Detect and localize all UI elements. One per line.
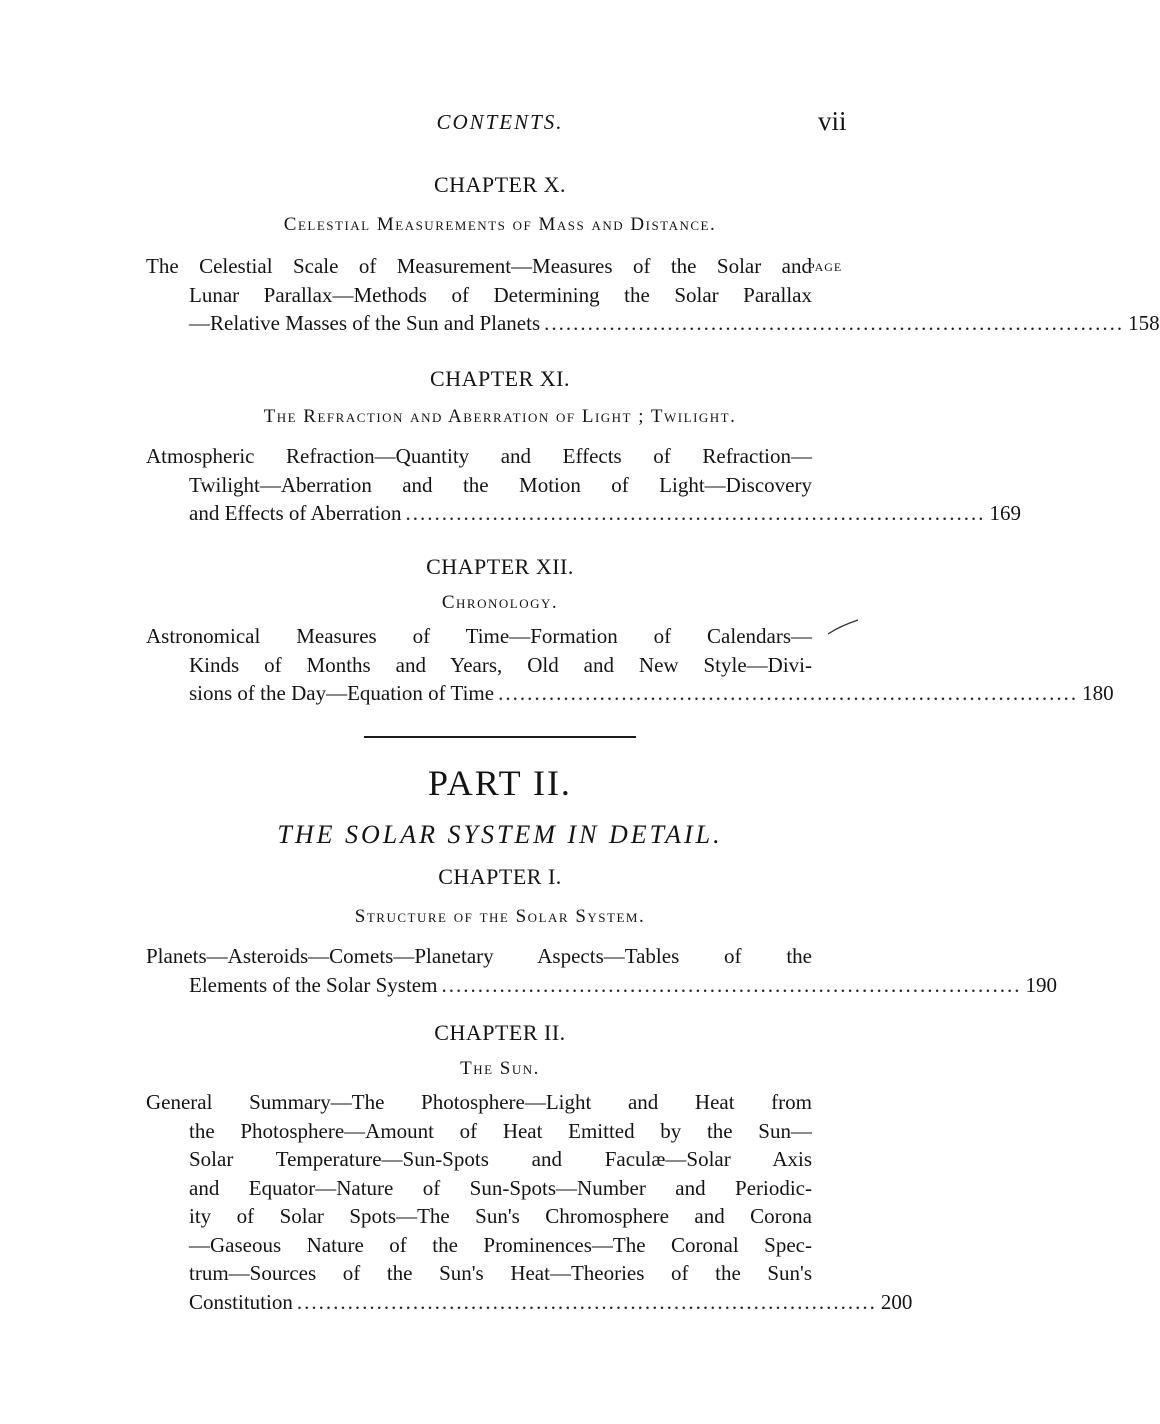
entry-line: the Photosphere—Amount of Heat Emitted by the Sun— xyxy=(189,1118,812,1143)
entry-line: Twilight—Aberration and the Motion of Light—Discovery xyxy=(189,472,812,497)
chapter-subject: The Refraction and Aberration of Light ; Twilight. xyxy=(263,406,737,427)
entry-line: trum—Sources of the Sun's Heat—Theories of the Sun's xyxy=(189,1261,812,1285)
dot-leader: ................................................................................ xyxy=(544,311,1125,335)
entry-page: 190 xyxy=(1025,972,1057,997)
chapter-title: CHAPTER II. xyxy=(434,1020,566,1045)
part-title: PART II. xyxy=(428,763,572,803)
entry-page: 158 xyxy=(1128,311,1160,335)
dot-leader: ................................................................................ xyxy=(441,972,1022,997)
entry-line: and Equator—Nature of Sun-Spots—Number and Periodic- xyxy=(189,1175,812,1200)
chapter-title: CHAPTER XII. xyxy=(426,554,574,579)
entry-line: Astronomical Measures of Time—Formation of Calendars— xyxy=(146,624,812,648)
toc-entry xyxy=(146,942,1057,999)
chapter-subject: Celestial Measurements of Mass and Distance. xyxy=(283,214,717,235)
entry-line: Atmospheric Refraction—Quantity and Effects of Refraction— xyxy=(146,444,812,468)
page-column-label: PAGE xyxy=(808,260,843,274)
entry-line: Lunar Parallax—Methods of Determining the Solar Parallax xyxy=(189,282,812,307)
entry-line: ity of Solar Spots—The Sun's Chromosphere and Corona xyxy=(189,1204,812,1228)
chapter-subject: The Sun. xyxy=(460,1058,540,1079)
page-number: vii xyxy=(818,106,847,136)
dot-leader: ................................................................................ xyxy=(405,501,986,525)
section-divider xyxy=(364,736,636,738)
toc-entry xyxy=(146,252,1160,338)
chapter-title: CHAPTER X. xyxy=(433,172,567,197)
dot-leader: ................................................................................ xyxy=(498,681,1079,705)
chapter-subject: Chronology. xyxy=(441,592,559,613)
entry-line: General Summary—The Photosphere—Light and Heat from xyxy=(146,1090,812,1114)
entry-line: The Celestial Scale of Measurement—Measures of the Solar and xyxy=(146,254,812,278)
entry-line: —Relative Masses of the Sun and Planets xyxy=(189,311,541,335)
toc-entry xyxy=(146,622,1114,708)
part-subtitle: THE SOLAR SYSTEM IN DETAIL. xyxy=(277,820,723,849)
dot-leader: ................................................................................ xyxy=(296,1289,877,1314)
entry-last-line xyxy=(189,309,1160,338)
entry-last-line xyxy=(189,971,1057,1000)
entry-line: Solar Temperature—Sun-Spots and Faculæ—Solar Axis xyxy=(189,1147,812,1171)
entry-last-line xyxy=(189,1288,913,1317)
pencil-mark-icon xyxy=(826,618,860,638)
entry-line: Planets—Asteroids—Comets—Planetary Aspects—Tables of the xyxy=(146,944,812,968)
entry-page: 180 xyxy=(1082,681,1114,705)
toc-entry xyxy=(146,442,1021,528)
entry-last-line xyxy=(189,679,1114,708)
entry-line: Elements of the Solar System xyxy=(189,972,438,997)
toc-entry xyxy=(146,1088,913,1316)
chapter-title: CHAPTER I. xyxy=(438,864,562,889)
running-head xyxy=(0,106,1000,146)
entry-line: and Effects of Aberration xyxy=(189,501,402,525)
entry-page: 169 xyxy=(989,501,1021,525)
running-head-title: CONTENTS. xyxy=(436,110,564,134)
chapter-title: CHAPTER XI. xyxy=(430,366,570,391)
entry-line: Kinds of Months and Years, Old and New Style—Divi- xyxy=(189,652,812,677)
entry-page: 200 xyxy=(880,1289,913,1314)
entry-last-line xyxy=(189,499,1021,528)
chapter-subject: Structure of the Solar System. xyxy=(354,906,646,927)
entry-line: Constitution xyxy=(189,1289,293,1314)
entry-line: —Gaseous Nature of the Prominences—The Coronal Spec- xyxy=(189,1232,812,1257)
entry-line: sions of the Day—Equation of Time xyxy=(189,681,495,705)
